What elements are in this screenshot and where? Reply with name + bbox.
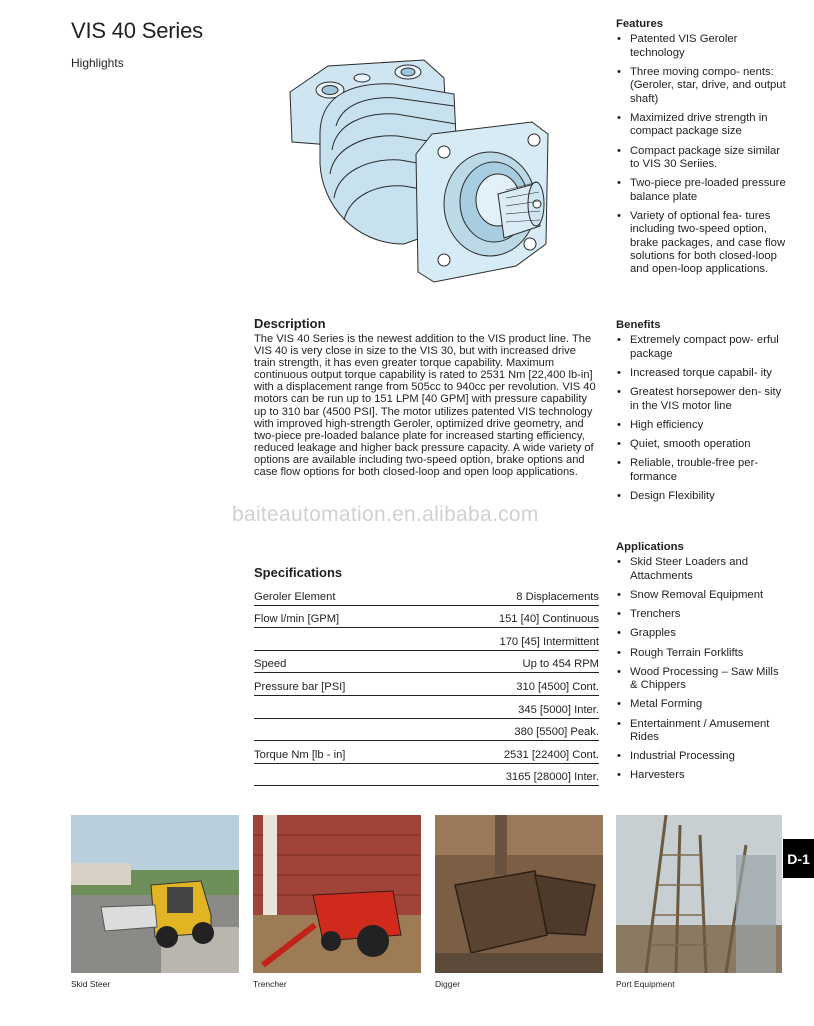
list-item: • Increased torque capabil- ity: [616, 367, 788, 380]
table-row: [254, 718, 599, 741]
page-subtitle: Highlights: [71, 56, 124, 70]
spec-label: [254, 718, 427, 741]
photo-trencher: [253, 815, 421, 973]
description-heading: Description: [254, 316, 326, 331]
table-row: [254, 673, 599, 696]
page-tab: D-1: [783, 839, 814, 878]
photo-caption: Trencher: [253, 979, 287, 989]
spec-value: 345 [5000] Inter.: [427, 695, 600, 718]
photo-caption: Digger: [435, 979, 461, 989]
applications-list: [616, 556, 788, 782]
list-item: • Extremely compact pow- erful package: [616, 334, 788, 361]
spec-value: 151 [40] Continuous: [427, 605, 600, 628]
features-section: [616, 18, 788, 283]
page-title: VIS 40 Series: [71, 18, 203, 43]
photo-caption: Port Equipment: [616, 979, 675, 989]
spec-label: Speed: [254, 650, 427, 673]
spec-label: Geroler Element: [254, 583, 427, 605]
table-row: [254, 741, 599, 764]
applications-section: [616, 541, 788, 789]
table-row: [254, 583, 599, 605]
spec-value: 3165 [28000] Inter.: [427, 763, 600, 786]
spec-value: 2531 [22400] Cont.: [427, 741, 600, 764]
list-item: • Skid Steer Loaders and Attachments: [616, 556, 788, 583]
features-heading: Features: [616, 18, 664, 30]
benefits-heading: Benefits: [616, 319, 661, 331]
table-row: [254, 695, 599, 718]
spec-label: [254, 763, 427, 786]
list-item: • Design Flexibility: [616, 490, 788, 503]
list-item: • Wood Processing – Saw Mills & Chippers: [616, 666, 788, 693]
table-row: [254, 628, 599, 651]
motor-illustration: [284, 54, 556, 302]
list-item: • Compact package size similar to VIS 30 Seriies.: [616, 145, 788, 172]
description-section: [254, 316, 600, 478]
description-text: The VIS 40 Series is the newest addition to the VIS product line. The VIS 40 is very close in size to the VIS 30, but with increased drive train strength, it has even greater torque capability. Maximum continuous output torque capability is rated to 2531 Nm [22,400 lb-in] with a displacement range from 505cc to 940cc per revolution. VIS 40 motors can be run up to 151 LPM [40 GPM] with pressure capability up to 310 bar (4500 PSI]. The motor utilizes patented VIS technology with improved high-strength Geroler, optimized drive geometry, and two-piece pre-loaded balance plate for increased starting efficiency, reduced leakage and higher back pressure capacity. A wide variety of options are available including two-speed option, brake options and case flow options for both closed-loop and open loop applications.: [254, 333, 596, 479]
photo-digger: [435, 815, 603, 973]
list-item: • Snow Removal Equipment: [616, 589, 788, 602]
specifications-section: [254, 565, 600, 786]
spec-label: Pressure bar [PSI]: [254, 673, 427, 696]
list-item: • Quiet, smooth operation: [616, 438, 788, 451]
list-item: • Maximized drive strength in compact package size: [616, 112, 788, 139]
photo-port-equipment: [616, 815, 782, 973]
list-item: • Rough Terrain Forklifts: [616, 647, 788, 660]
benefits-list: [616, 334, 788, 503]
list-item: • Reliable, trouble-free per- formance: [616, 457, 788, 484]
spec-value: 8 Displacements: [427, 583, 600, 605]
list-item: • Metal Forming: [616, 698, 788, 711]
list-item: • Grapples: [616, 627, 788, 640]
list-item: • Trenchers: [616, 608, 788, 621]
spec-value: 310 [4500] Cont.: [427, 673, 600, 696]
list-item: • Greatest horsepower den- sity in the VIS motor line: [616, 386, 788, 413]
watermark: baiteautomation.en.alibaba.com: [232, 503, 539, 526]
table-row: [254, 763, 599, 786]
spec-label: [254, 695, 427, 718]
list-item: • Entertainment / Amusement Rides: [616, 718, 788, 745]
specifications-heading: Specifications: [254, 565, 343, 580]
spec-value: 380 [5500] Peak.: [427, 718, 600, 741]
photo-skid-steer: [71, 815, 239, 973]
spec-label: [254, 628, 427, 651]
spec-label: Torque Nm [lb - in]: [254, 741, 427, 764]
spec-value: 170 [45] Intermittent: [427, 628, 600, 651]
specifications-table: [254, 583, 599, 786]
list-item: • Patented VIS Geroler technology: [616, 33, 788, 60]
list-item: • Harvesters: [616, 769, 788, 782]
list-item: • High efficiency: [616, 419, 788, 432]
table-row: [254, 605, 599, 628]
spec-label: Flow l/min [GPM]: [254, 605, 427, 628]
applications-heading: Applications: [616, 541, 684, 553]
photo-caption: Skid Steer: [71, 979, 111, 989]
list-item: • Industrial Processing: [616, 750, 788, 763]
benefits-section: [616, 319, 788, 509]
features-list: [616, 33, 788, 276]
list-item: • Three moving compo- nents: (Geroler, star, drive, and output shaft): [616, 66, 788, 106]
list-item: • Variety of optional fea- tures including two-speed option, brake packages, and case flow solutions for both closed-loop and open-loop applications.: [616, 210, 788, 277]
motor-drawing: [284, 54, 556, 302]
list-item: • Two-piece pre-loaded pressure balance plate: [616, 177, 788, 204]
spec-value: Up to 454 RPM: [427, 650, 600, 673]
table-row: [254, 650, 599, 673]
